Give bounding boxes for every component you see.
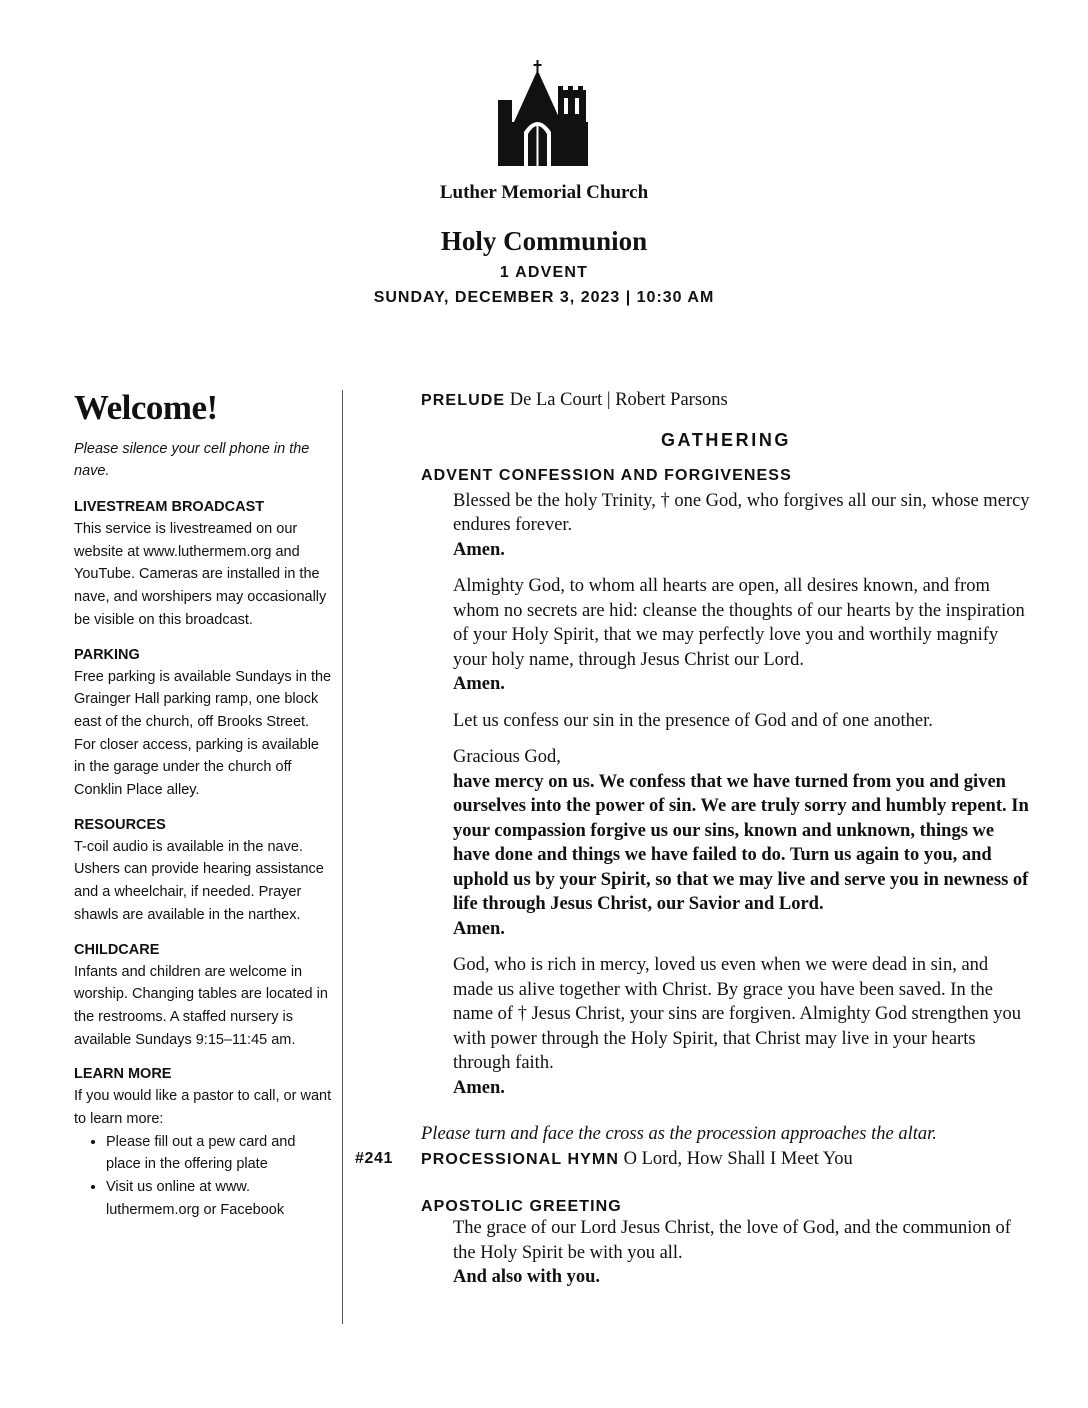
resources-heading: RESOURCES (74, 816, 166, 833)
childcare-heading: CHILDCARE (74, 941, 160, 958)
absolution-text: God, who is rich in mercy, loved us even when we were dead in sin, and made us alive together with Christ. By grace you have been saved. In the name of † Jesus Christ, your sins are forgiven. Almighty God strengthen you with power through the Holy Spirit, that Christ may live in your hearts through faith. (453, 955, 1021, 1073)
childcare-text: Infants and children are welcome in worship. Changing tables are located in the restrooms. A staffed nursery is available Sundays 9:15–11:45 am. (74, 963, 328, 1048)
livestream-text: This service is livestreamed on our website at www.luthermem.org and YouTube. Cameras are installed in the nave, and worshipers may occasionally be visible on this broadcast. (74, 521, 327, 628)
confession-invitation: Let us confess our sin in the presence of God and of one another. (453, 710, 933, 731)
hymn-label: PROCESSIONAL HYMN (421, 1150, 619, 1168)
learn-more-list (74, 1131, 332, 1222)
confession-intro: Gracious God, (453, 747, 561, 767)
amen-response: Amen. (453, 918, 505, 939)
learn-more-text: If you would like a pastor to call, or want to learn more: (74, 1088, 332, 1128)
church-silhouette-icon (498, 60, 588, 166)
column-divider (342, 390, 343, 1324)
procession-note: Please turn and face the cross as the procession approaches the altar. (421, 1124, 937, 1144)
amen-response: Amen. (453, 1077, 505, 1098)
confession-para (453, 574, 1031, 697)
amen-response: Amen. (453, 674, 505, 694)
confession-para (453, 745, 1031, 941)
greeting-heading: APOSTOLIC GREETING (421, 1198, 622, 1215)
church-name: Luther Memorial Church (439, 182, 649, 203)
confession-response: have mercy on us. We confess that we have turned from you and given ourselves into the power of sin. We are truly sorry and humbly repent. In your compassion forgive us our sins, known and unknown, things we have done and things we have failed to do. Turn us again to you, and uphold us by your Spirit, so that we may live and serve you in newness of life through Jesus Christ, our Savior and Lord. (453, 771, 1029, 914)
parking-text: Free parking is available Sundays in the Grainger Hall parking ramp, one block east of the church, off Brooks Street. For closer access, parking is available in the garage under the church off Conklin Place alley. (74, 668, 332, 799)
confession-text: Almighty God, to whom all hearts are open, all desires known, and from whom no secrets are hid: cleanse the thoughts of our hearts by the inspiration of your Holy Spirit, that we may perfectly love you and worthily magnify your holy name, through Jesus Christ our Lord. (453, 576, 1025, 670)
welcome-sidebar (74, 388, 332, 1222)
prelude-line (421, 388, 1031, 414)
list-item: • Please fill out a pew card and place in the offering plate (106, 1131, 332, 1176)
greeting-body (421, 1216, 1031, 1290)
list-item: • Visit us online at www. luthermem.org or Facebook (106, 1176, 332, 1221)
confession-para (453, 953, 1031, 1100)
section-heading-gathering: GATHERING (660, 429, 792, 450)
amen-response: Amen. (453, 539, 505, 560)
hymn-line (355, 1147, 1031, 1173)
cell-phone-note: Please silence your cell phone in the nave. (74, 441, 310, 479)
confession-para (453, 489, 1031, 563)
liturgical-day: 1 ADVENT (499, 264, 589, 281)
livestream-heading: LIVESTREAM BROADCAST (74, 499, 265, 515)
service-date: SUNDAY, DECEMBER 3, 2023 | 10:30 AM (373, 289, 715, 306)
service-title: Holy Communion (440, 226, 648, 256)
welcome-title: Welcome! (74, 388, 218, 427)
prelude-label: PRELUDE (421, 392, 506, 409)
confession-text: Blessed be the holy Trinity, † one God, who forgives all our sin, whose mercy endures forever. (453, 490, 1030, 535)
parking-heading: PARKING (74, 646, 140, 663)
confession-body (421, 489, 1031, 1101)
greeting-response: And also with you. (453, 1267, 601, 1287)
confession-heading: ADVENT CONFESSION AND FORGIVENESS (421, 466, 792, 484)
learn-more-heading: LEARN MORE (74, 1066, 172, 1083)
hymn-number: #241 (355, 1149, 393, 1167)
hymn-title: O Lord, How Shall I Meet You (623, 1148, 853, 1169)
resources-text: T-coil audio is available in the nave. Ushers can provide hearing assistance and a wheelchair, if needed. Prayer shawls are available in the narthex. (74, 838, 324, 923)
prelude-text: De La Court | Robert Parsons (509, 390, 728, 410)
liturgy-column (355, 386, 1031, 1290)
greeting-text: The grace of our Lord Jesus Christ, the love of God, and the communion of the Holy Spirit be with you all. (453, 1218, 1011, 1263)
